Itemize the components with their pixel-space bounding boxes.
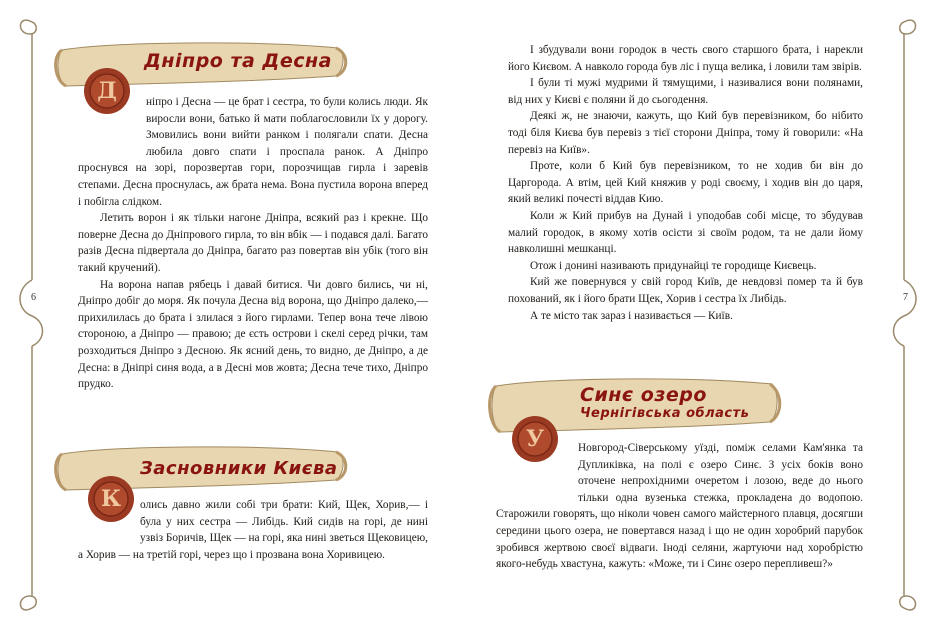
section-title-blue-lake: Синє озеро — [580, 384, 707, 406]
right-vine-border-ornament — [884, 10, 924, 620]
drop-cap-spacer — [70, 497, 140, 531]
section-title-kyiv-founders: Засновники Києва — [140, 458, 338, 479]
paragraph: Новгород-Сіверському уїзді, поміж селами Кам'янка та Дупликівка, на полі є озеро Синє. З усіх боків воно оточене непрохідними очеретом і лозою, веде до нього тільки одна вузенька стежка, прокладена до водопою. Старожили говорять, що ніколи човен самого майстерного плавця, досягши середини цього озера, не повертався назад і що не один хоробрий парубок зробився жертвою своєї відваги. Іноді селяни, жартуючи над хоробрістю якого-небудь хвастуна, кажуть: «Може, ти і Синє озеро перепливеш?» — [496, 442, 863, 571]
paragraph: Коли ж Кий прибув на Дунай і уподобав собі місце, то збудував малий городок, в якому хотів осісти зі своїм родом, та не дали йому навколишні мешканці. — [508, 209, 863, 256]
paragraph: І були ті мужі мудрими й тямущими, і називалися вони полянами, від них у Києві є поляни й до сьогодення. — [508, 77, 863, 106]
paragraph: Кий же повернувся у свій город Київ, де невдовзі помер та й був похований, як і його брати Щек, Хорив і сестра їх Либідь. — [508, 276, 863, 305]
drop-cap-spacer — [70, 94, 146, 150]
section-title-dnipro-desna: Дніпро та Десна — [144, 50, 332, 72]
paragraph: Деякі ж, не знаючи, кажуть, що Кий був перевізником, бо нібито тоді біля Києва був перевіз з тієї сторони Дніпра, тому й говорили: «На перевіз на Київ». — [508, 110, 863, 156]
paragraph: Отож і донині називають придунайці те городище Києвець. — [530, 259, 817, 272]
left-page-number: 6 — [31, 292, 36, 303]
paragraph: Летить ворон і як тільки нагоне Дніпра, всякий раз і крекне. Що поверне Десна до Дніпрового гирла, то він вбік — і подався далі. Багато разів Десна підвертала до Дніпра, багато раз повертав він убік (того він такий кручений). — [78, 212, 428, 274]
paragraph: ніпро і Десна — це брат і сестра, то були колись люди. Як виросли вони, батько й мати поблагословили їх у дорогу. Змовились вони вийти ранком і полягали спати. Десна любила довго спати і проспала ранок. А Дніпро проснувся на зорі, порозвертав гори, порозчищав гирла і заревів степами. Десна проснулась, аж брата нема. Вона пустила ворона вперед і побігла слідком. — [78, 96, 428, 208]
drop-cap-d: Д — [97, 78, 117, 104]
section-text-blue-lake — [496, 440, 863, 573]
drop-cap-spacer — [496, 440, 578, 490]
paragraph: А те місто так зараз і називається — Київ. — [530, 309, 733, 322]
section-subtitle-region: Чернігівська область — [580, 406, 750, 421]
drop-cap-k: К — [100, 486, 121, 512]
paragraph: олись давно жили собі три брати: Кий, Щек, Хорив,— і була у них сестра — Либідь. Кий сидів на горі, де нині узвіз Боричів, Щек — на горі, яка нині зветься Щековицею, а Хорив — на третій горі, через що і прозвана вона Хоривицею. — [78, 499, 428, 561]
section-text-kyiv-continuation — [508, 42, 863, 324]
section-text-kyiv-founders — [78, 497, 428, 563]
paragraph: І збудували вони городок в честь свого старшого брата, і нарекли його Києвом. А навколо города був ліс і пуща велика, і ловили там звірів. — [508, 44, 863, 73]
drop-cap-u: У — [526, 426, 544, 452]
paragraph: На ворона напав рябець і давай битися. Чи довго бились, чи ні, Дніпро добіг до моря. Як почула Десна від ворона, що Дніпро далеко,— прихилилась до брата і злилася з його гирлами. Тепер вона тече лівою стороною, а Дніпро — правою; де єсть острови і скелі серед річки, там розходиться Дніпро з Десною. Як ясний день, то видно, де Дніпро, а де Десна: в Дніпрі синя вода, а в Десні мов жовта; Десна тече тихо, Дніпро прудко. — [78, 278, 428, 391]
section-text-dnipro-desna — [78, 94, 428, 393]
left-vine-border-ornament — [12, 10, 52, 620]
right-page-number: 7 — [903, 292, 908, 303]
paragraph: Проте, коли б Кий був перевізником, то не ходив би він до Царгорода. А втім, цей Кий княжив у роді своєму, і ходив він до царя, який великі почесті віддав Кию. — [508, 160, 863, 206]
